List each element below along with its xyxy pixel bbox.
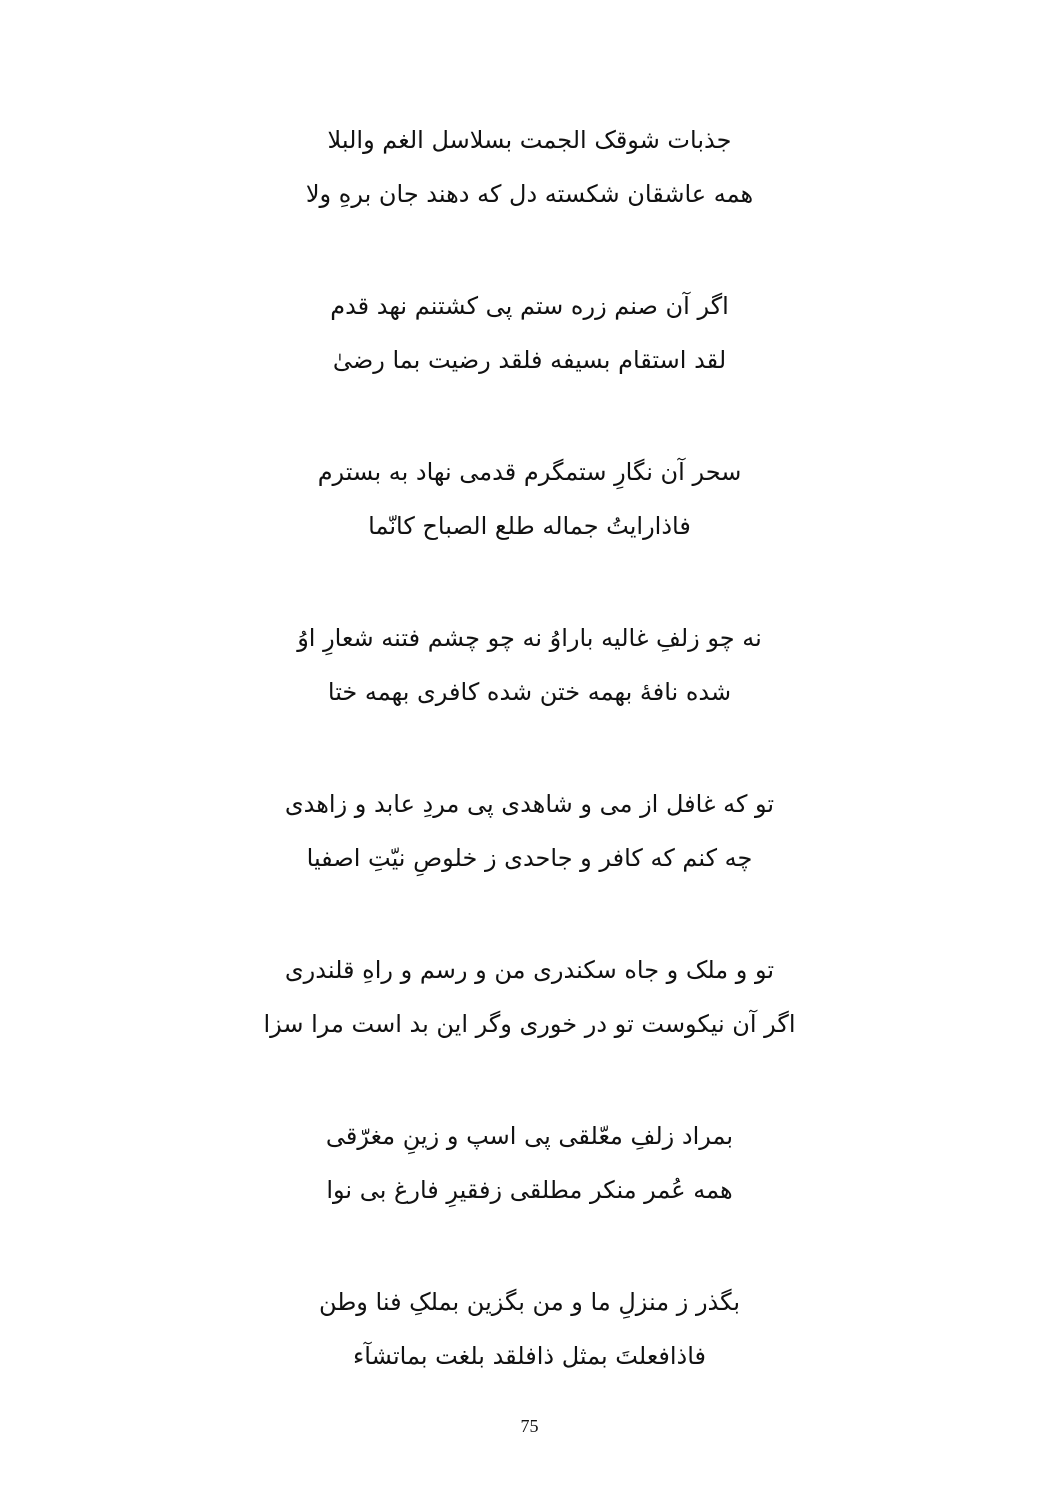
verse-line: نه چو زلفِ غالیه باراوُ نه چو چشم فتنه شعارِ اوُ <box>297 624 762 652</box>
poem-stanza <box>0 614 1059 780</box>
poem-stanza <box>0 448 1059 614</box>
verse-line: اگر آن نیکوست تو در خوری وگر این بد است مرا سزا <box>263 1010 796 1038</box>
verse-line: همه عُمر منکر مطلقی زفقیرِ فارغ بی نوا <box>326 1176 733 1204</box>
poem-stanza <box>0 946 1059 1112</box>
verse-line: تو و ملک و جاه سکندری من و رسم و راهِ قلندری <box>284 956 775 984</box>
poem-stanza <box>0 282 1059 448</box>
verse-line: لقد استقام بسیفه فلقد رضیت بما رضیٰ <box>332 346 727 374</box>
poem-stanza <box>0 1112 1059 1278</box>
poem-stanza <box>0 780 1059 946</box>
page-number: 75 <box>520 1416 539 1436</box>
poem-body <box>0 116 1059 1444</box>
verse-line: اگر آن صنم زره ستم پی کشتنم نهد قدم <box>330 292 729 320</box>
poem-stanza <box>0 116 1059 282</box>
verse-line: تو که غافل از می و شاهدی پی مردِ عابد و زاهدی <box>284 790 775 818</box>
verse-line: بمراد زلفِ معّلقی پی اسپ و زینِ مغرّقی <box>325 1122 734 1150</box>
verse-line: فاذافعلتَ بمثل ذافلقد بلغت بماتشآء <box>352 1342 707 1370</box>
verse-line: فاذارایتُ جماله طلع الصباح کانّما <box>368 512 691 540</box>
verse-line: همه عاشقان شکسته دل که دهند جان برهِ ولا <box>305 180 754 208</box>
verse-line: سحر آن نگارِ ستمگرم قدمی نهاد به بسترم <box>317 458 742 486</box>
verse-line: چه کنم که کافر و جاحدی ز خلوصِ نیّتِ اصفیا <box>306 844 753 872</box>
verse-line: شده نافۀ بهمه ختن شده کافری بهمه ختا <box>327 678 732 706</box>
verse-line: بگذر ز منزلِ ما و من بگزین بملکِ فنا وطن <box>318 1288 741 1316</box>
verse-line: جذبات شوقک الجمت بسلاسل الغم والبلا <box>327 126 732 154</box>
